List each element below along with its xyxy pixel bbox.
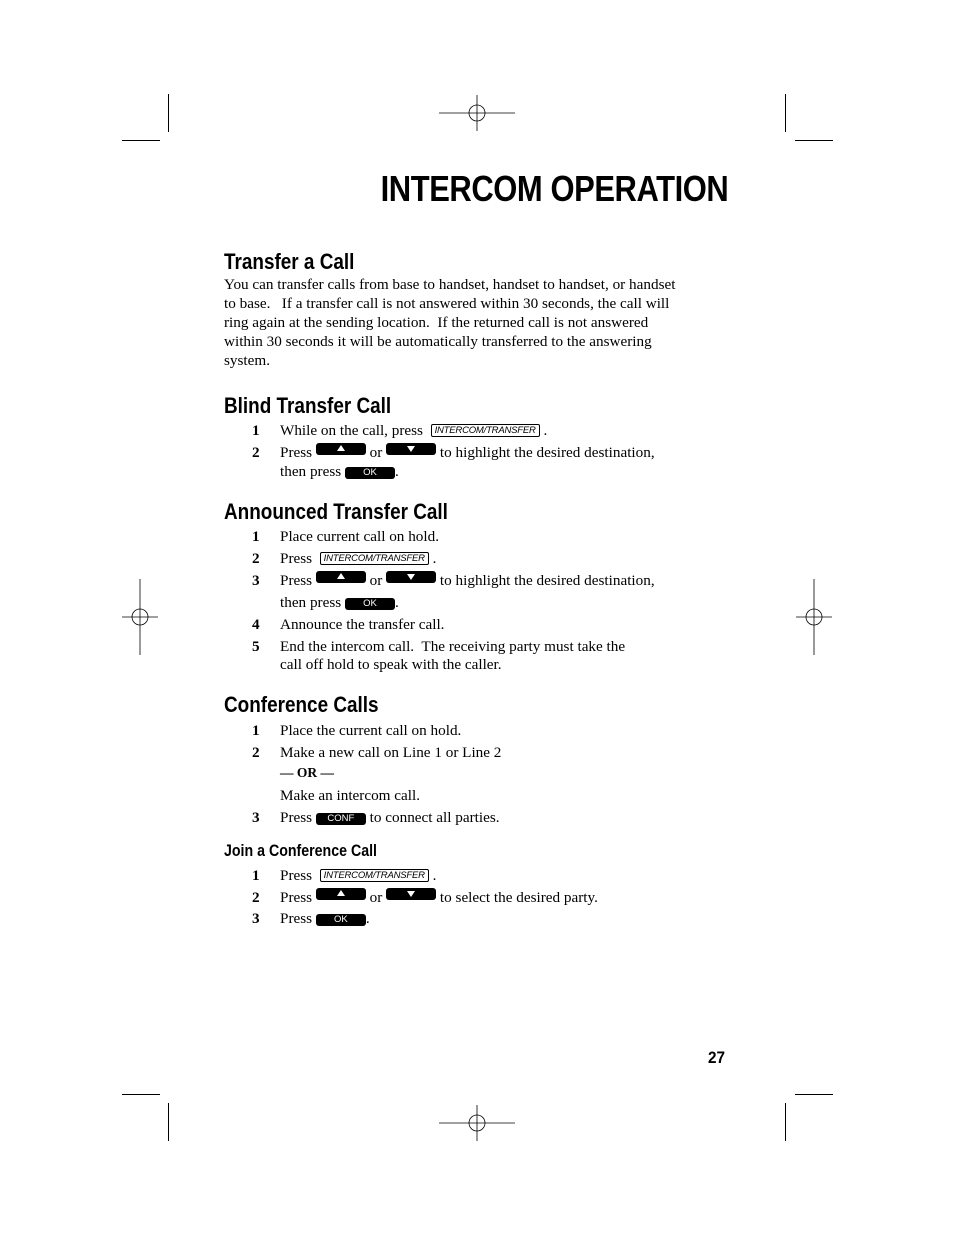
up-arrow-icon <box>316 443 366 455</box>
transfer-paragraph <box>224 275 724 370</box>
paragraph-line: system. <box>224 352 270 369</box>
step-text: or <box>369 444 383 461</box>
step-text: Press <box>280 867 313 884</box>
step-punct: . <box>432 867 437 884</box>
ok-key: OK <box>345 598 395 610</box>
registration-mark-icon <box>776 579 852 655</box>
down-arrow-icon <box>386 571 436 583</box>
ok-key: OK <box>345 467 395 479</box>
subsection-heading-join: Join a Conference Call <box>224 842 377 860</box>
section-heading-announced: Announced Transfer Call <box>224 499 448 524</box>
step-continuation <box>280 462 399 481</box>
section-heading-blind: Blind Transfer Call <box>224 393 392 418</box>
crop-mark <box>168 1103 169 1141</box>
conf-key: CONF <box>316 813 366 825</box>
paragraph-line: to base. If a transfer call is not answered within 30 seconds, the call will <box>224 295 670 312</box>
step-text: to highlight the desired destination, <box>439 572 655 589</box>
step-text: Press <box>280 889 313 906</box>
crop-mark <box>795 140 833 141</box>
step-text: Place the current call on hold. <box>280 722 462 739</box>
step-number: 1 <box>252 722 260 739</box>
down-arrow-icon <box>386 443 436 455</box>
paragraph-line: You can transfer calls from base to handset, handset to handset, or handset <box>224 276 676 293</box>
step-number: 1 <box>252 528 260 545</box>
step-text: then press <box>280 594 342 611</box>
registration-mark-icon <box>439 1085 515 1161</box>
step-text: to connect all parties. <box>369 809 500 826</box>
step-text: Press <box>280 910 313 927</box>
step-punct: . <box>543 422 548 439</box>
step-number: 2 <box>252 444 260 461</box>
step-text: or <box>369 572 383 589</box>
section-heading-transfer: Transfer a Call <box>224 249 355 274</box>
step-text: Make a new call on Line 1 or Line 2 <box>280 744 502 761</box>
step-number: 5 <box>252 638 260 655</box>
step-number: 2 <box>252 889 260 906</box>
step-punct: . <box>394 594 399 611</box>
step-text: While on the call, press <box>280 422 423 439</box>
crop-mark <box>785 1103 786 1141</box>
step-punct: . <box>365 910 370 927</box>
step-continuation <box>280 593 399 612</box>
section-heading-conference: Conference Calls <box>224 692 379 717</box>
step-text: or <box>369 889 383 906</box>
step-number: 2 <box>252 744 260 761</box>
crop-mark <box>785 94 786 132</box>
step-text: Announce the transfer call. <box>280 616 445 633</box>
or-separator: — OR — <box>280 765 334 780</box>
step-text: to select the desired party. <box>439 889 598 906</box>
ok-key: OK <box>316 914 366 926</box>
step-number: 3 <box>252 572 260 589</box>
step-text: Press <box>280 444 313 461</box>
crop-mark <box>122 1094 160 1095</box>
step-continuation: call off hold to speak with the caller. <box>280 656 502 673</box>
crop-mark <box>795 1094 833 1095</box>
paragraph-line: ring again at the sending location. If the returned call is not answered <box>224 314 649 331</box>
step-number: 1 <box>252 422 260 439</box>
step-text: Press <box>280 550 313 567</box>
step-number: 3 <box>252 910 260 927</box>
step-continuation: Make an intercom call. <box>280 787 421 804</box>
step-number: 3 <box>252 809 260 826</box>
up-arrow-icon <box>316 571 366 583</box>
registration-mark-icon <box>439 75 515 151</box>
registration-mark-icon <box>102 579 178 655</box>
crop-mark <box>168 94 169 132</box>
step-text: then press <box>280 463 342 480</box>
step-text: Press <box>280 809 313 826</box>
crop-mark <box>122 140 160 141</box>
step-number: 1 <box>252 867 260 884</box>
step-text: Place current call on hold. <box>280 528 439 545</box>
down-arrow-icon <box>386 888 436 900</box>
step-punct: . <box>432 550 437 567</box>
step-text: Press <box>280 572 313 589</box>
step-punct: . <box>394 463 399 480</box>
intercom-transfer-key: INTERCOM/TRANSFER <box>431 424 540 437</box>
page-title: INTERCOM OPERATION <box>380 168 728 209</box>
up-arrow-icon <box>316 888 366 900</box>
step-number: 4 <box>252 616 260 633</box>
step-text: End the intercom call. The receiving party must take the <box>280 638 626 655</box>
page-number: 27 <box>708 1048 726 1067</box>
step-number: 2 <box>252 550 260 567</box>
intercom-transfer-key: INTERCOM/TRANSFER <box>320 552 429 565</box>
paragraph-line: within 30 seconds it will be automatically transferred to the answering <box>224 333 652 350</box>
step-text: to highlight the desired destination, <box>439 444 655 461</box>
intercom-transfer-key: INTERCOM/TRANSFER <box>320 869 429 882</box>
